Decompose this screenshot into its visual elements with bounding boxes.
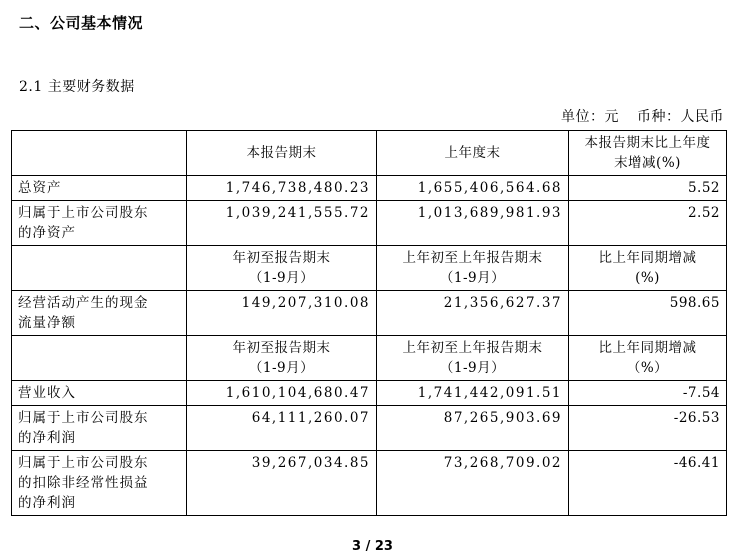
cell-value: 1,746,738,480.23 bbox=[187, 176, 377, 201]
row-label-line1: 经营活动产生的现金 bbox=[18, 295, 149, 311]
header-ytd-line1: 年初至报告期末 bbox=[232, 250, 331, 266]
header-prior-ytd-line2: （1-9月） bbox=[439, 270, 506, 286]
cell-value: 1,039,241,555.72 bbox=[187, 201, 377, 246]
row-label-line1: 归属于上市公司股东 bbox=[18, 410, 149, 426]
table-row-net-profit bbox=[12, 406, 727, 451]
row-label bbox=[12, 406, 187, 451]
header-prior-year-end: 上年度末 bbox=[377, 131, 569, 176]
table-row-total-assets bbox=[12, 176, 727, 201]
table-header-row bbox=[12, 131, 727, 176]
header-empty-cell bbox=[12, 336, 187, 381]
header-yoy-change bbox=[569, 336, 727, 381]
cell-value: 64,111,260.07 bbox=[187, 406, 377, 451]
table-row-net-assets bbox=[12, 201, 727, 246]
header-yoy-line2: （%） bbox=[626, 360, 669, 376]
table-row-operating-cash-flow bbox=[12, 291, 727, 336]
header-ytd bbox=[187, 246, 377, 291]
row-label-line2: 的扣除非经常性损益 bbox=[18, 475, 149, 491]
header-ytd-line1: 年初至报告期末 bbox=[232, 340, 331, 356]
header-prior-ytd-line1: 上年初至上年报告期末 bbox=[402, 250, 543, 266]
header-empty-cell bbox=[12, 246, 187, 291]
row-label-line3: 的净利润 bbox=[18, 495, 76, 511]
page-number: 3 / 23 bbox=[352, 539, 393, 554]
row-label bbox=[12, 451, 187, 516]
header-prior-ytd-line1: 上年初至上年报告期末 bbox=[402, 340, 543, 356]
cell-value: 39,267,034.85 bbox=[187, 451, 377, 516]
row-label-line2: 流量净额 bbox=[18, 315, 76, 331]
cell-pct: 2.52 bbox=[569, 201, 727, 246]
table-row-net-profit-deducted bbox=[12, 451, 727, 516]
row-label bbox=[12, 291, 187, 336]
cell-value: 1,741,442,091.51 bbox=[377, 381, 569, 406]
row-label: 总资产 bbox=[12, 176, 187, 201]
cell-pct: -46.41 bbox=[569, 451, 727, 516]
header-ytd-line2: （1-9月） bbox=[248, 360, 315, 376]
cell-pct: 598.65 bbox=[569, 291, 727, 336]
header-yoy-line2: (%) bbox=[635, 270, 660, 286]
cell-value: 73,268,709.02 bbox=[377, 451, 569, 516]
header-change-line1: 本报告期末比上年度 bbox=[584, 135, 711, 151]
table-row-revenue bbox=[12, 381, 727, 406]
cell-value: 1,013,689,981.93 bbox=[377, 201, 569, 246]
header-empty-cell bbox=[12, 131, 187, 176]
header-yoy-change bbox=[569, 246, 727, 291]
cell-value: 87,265,903.69 bbox=[377, 406, 569, 451]
header-yoy-line1: 比上年同期增减 bbox=[598, 340, 697, 356]
row-label: 营业收入 bbox=[12, 381, 187, 406]
header-current-period-end: 本报告期末 bbox=[187, 131, 377, 176]
table-subheader-row bbox=[12, 246, 727, 291]
section-title: 二、公司基本情况 bbox=[19, 14, 144, 32]
header-change-pct bbox=[569, 131, 727, 176]
cell-value: 1,610,104,680.47 bbox=[187, 381, 377, 406]
table-subheader-row bbox=[12, 336, 727, 381]
header-prior-ytd bbox=[377, 246, 569, 291]
currency-label: 币种：人民币 bbox=[637, 109, 724, 125]
header-change-line2: 末增减(%) bbox=[614, 155, 681, 171]
cell-value: 1,655,406,564.68 bbox=[377, 176, 569, 201]
cell-pct: -26.53 bbox=[569, 406, 727, 451]
subsection-title: 2.1 主要财务数据 bbox=[19, 79, 135, 95]
row-label-line1: 归属于上市公司股东 bbox=[18, 205, 149, 221]
unit-label: 单位：元 bbox=[561, 109, 619, 125]
cell-value: 149,207,310.08 bbox=[187, 291, 377, 336]
row-label-line2: 的净利润 bbox=[18, 430, 76, 446]
header-yoy-line1: 比上年同期增减 bbox=[598, 250, 697, 266]
unit-line bbox=[543, 106, 724, 126]
cell-pct: -7.54 bbox=[569, 381, 727, 406]
financial-data-table bbox=[11, 130, 727, 516]
row-label bbox=[12, 201, 187, 246]
header-ytd-line2: （1-9月） bbox=[248, 270, 315, 286]
row-label-line1: 归属于上市公司股东 bbox=[18, 455, 149, 471]
row-label-line2: 的净资产 bbox=[18, 225, 76, 241]
cell-pct: 5.52 bbox=[569, 176, 727, 201]
header-ytd bbox=[187, 336, 377, 381]
cell-value: 21,356,627.37 bbox=[377, 291, 569, 336]
header-prior-ytd bbox=[377, 336, 569, 381]
header-prior-ytd-line2: （1-9月） bbox=[439, 360, 506, 376]
